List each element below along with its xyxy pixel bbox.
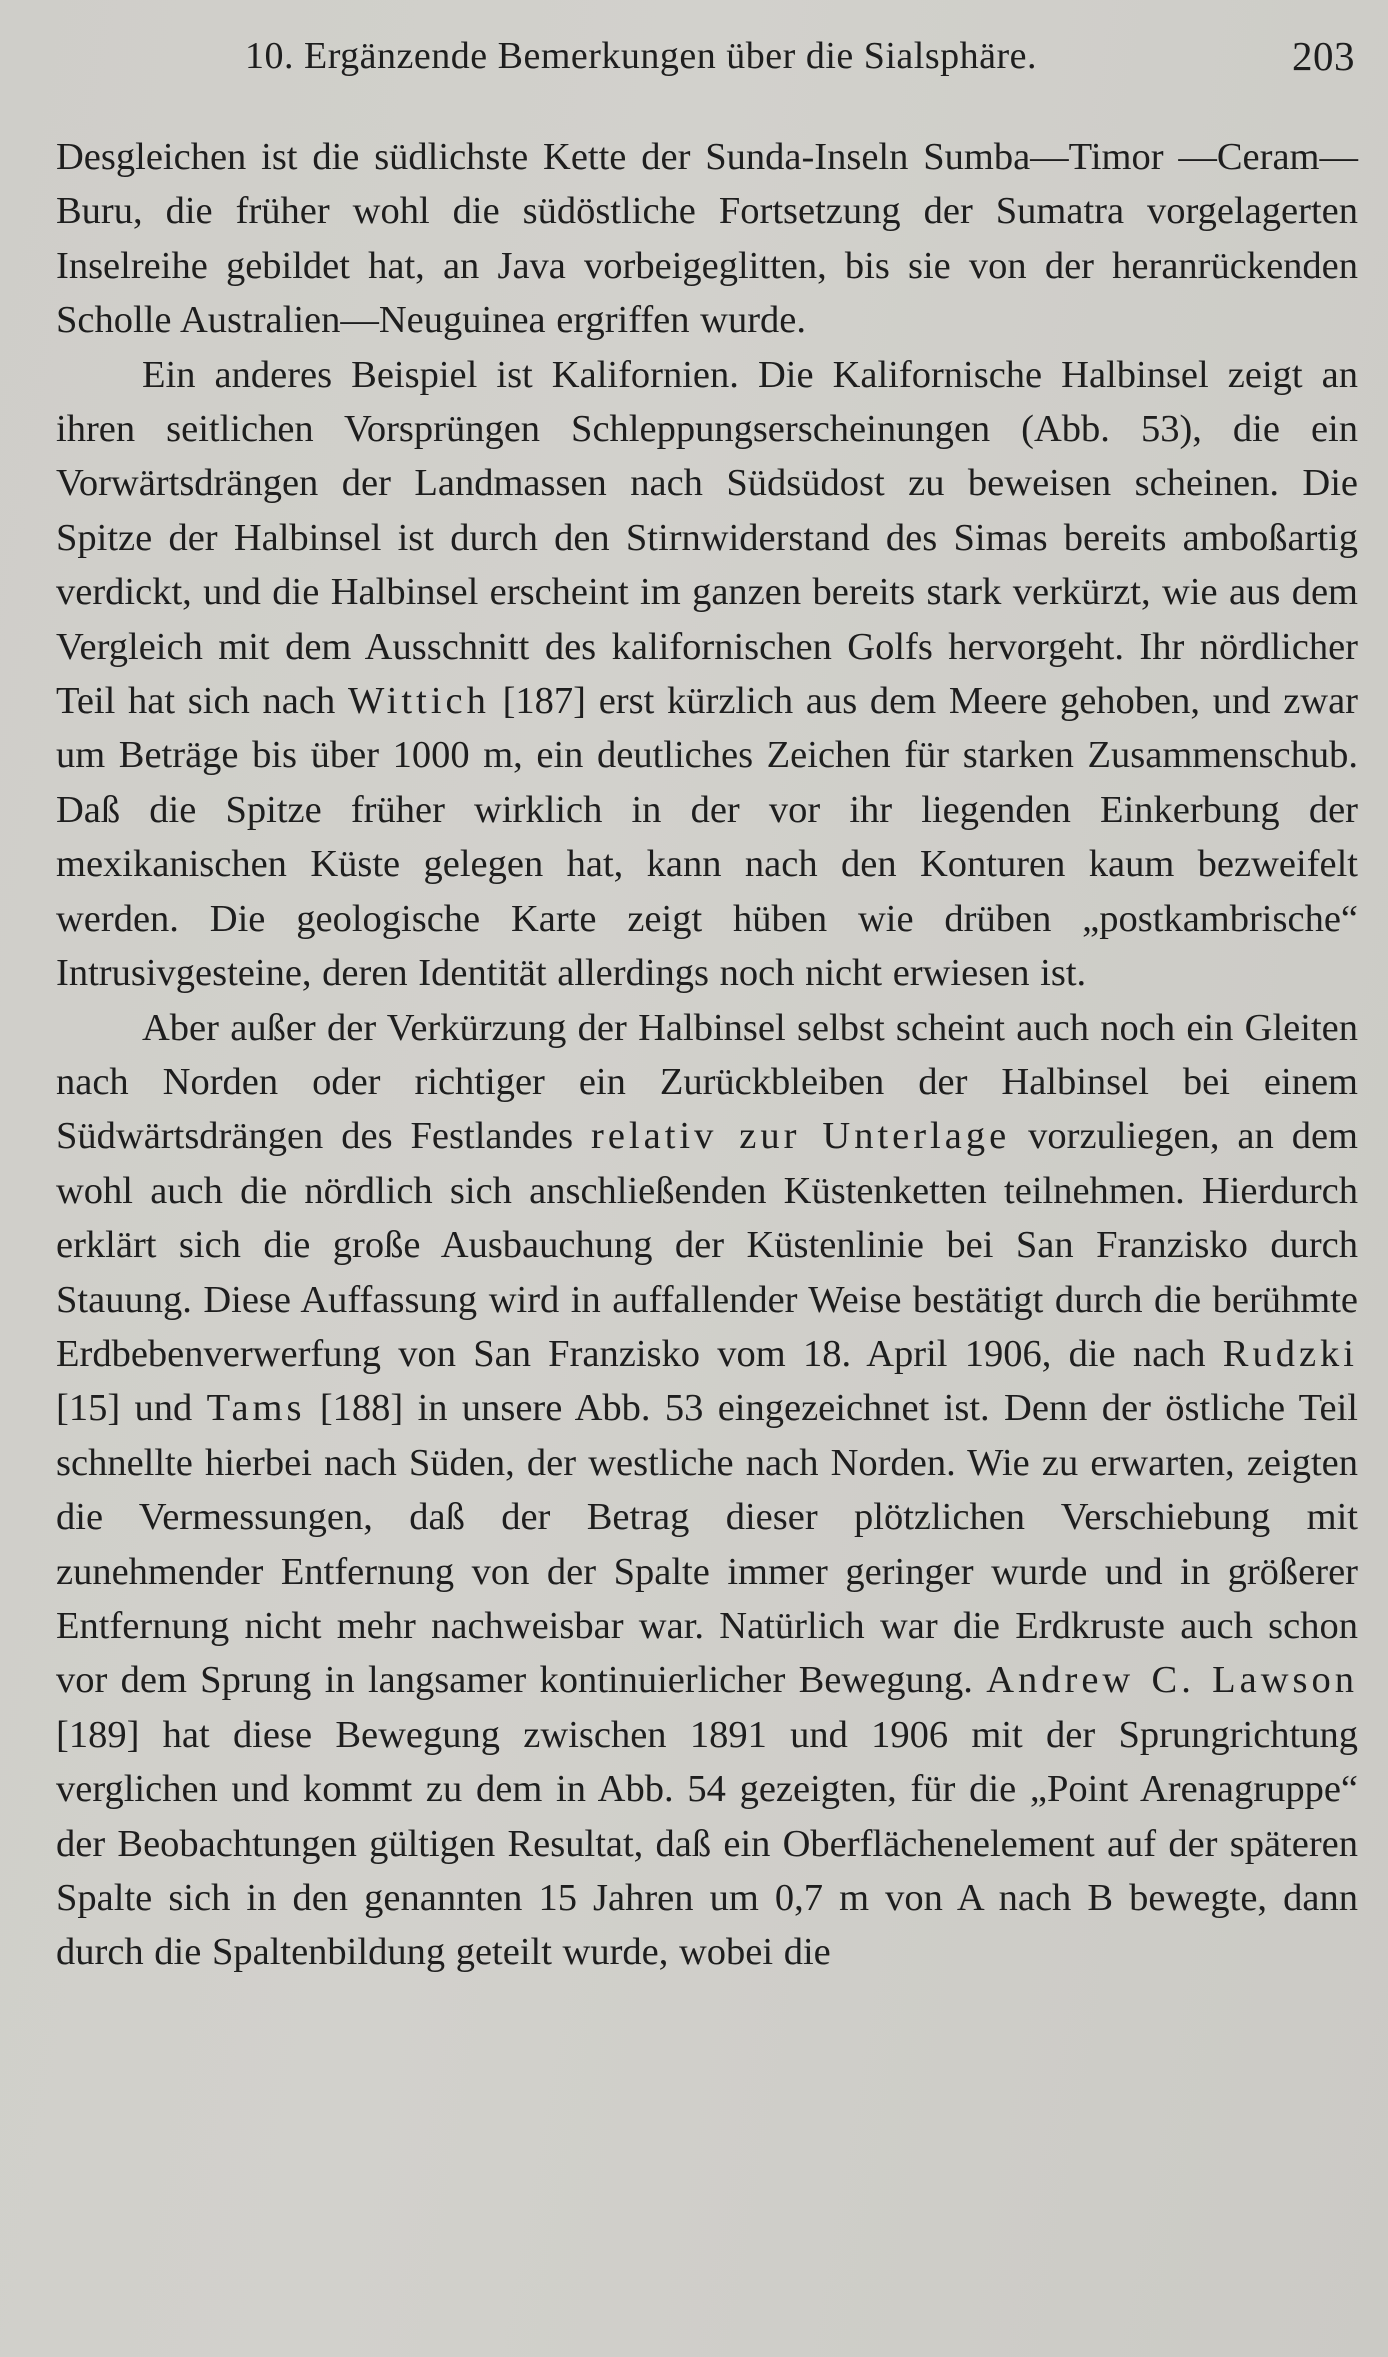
text-run: [187] erst kürzlich aus dem Meere gehoben, und zwar um Beträge bis über 1000 m, ein deutliches Zeichen für starken Zusammenschub. Daß die Spitze früher wirklich in der vor ihr liegenden Einkerbung der mexikanischen Küste gelegen hat, kann nach den Konturen kaum bezweifelt werden. Die geologische Karte zeigt hüben wie drüben „postkambrische“ Intrusivgesteine, deren Identität allerdings noch nicht erwiesen ist. [56, 680, 1358, 995]
running-head [245, 30, 1355, 82]
author-name: Wittich [347, 680, 490, 723]
text-run: vorzuliegen, an dem wohl auch die nördlich sich anschließenden Küstenketten teilnehmen. Hierdurch erklärt sich die große Ausbauchung der Küstenlinie bei San Franzisko durch Stauung. Diese Auffassung wird in auffallender Weise bestätigt durch die berühmte Erdbebenverwerfung von San Franzisko vom 18. April 1906, die nach [56, 1115, 1358, 1375]
running-title: 10. Ergänzende Bemerkungen über die Sialsphäre. [245, 35, 1038, 77]
text-run: [15] und [56, 1387, 207, 1430]
text-run: [189] hat diese Bewegung zwischen 1891 und 1906 mit der Sprungrichtung verglichen und kommt zu dem in Abb. 54 gezeigten, für die „Point Arenagruppe“ der Beobachtungen gültigen Resultat, daß ein Oberflächenelement auf der späteren Spalte sich in den genannten 15 Jahren um 0,7 m von A nach B bewegte, dann durch die Spaltenbildung geteilt wurde, wobei die [56, 1713, 1358, 1974]
text-run: [188] in unsere Abb. 53 eingezeichnet ist. Denn der östliche Teil schnellte hierbei nach Süden, der westliche nach Norden. Wie zu erwarten, zeigten die Vermessungen, daß der Betrag dieser plötzlichen Verschiebung mit zunehmender Entfernung von der Spalte immer geringer wurde und in größerer Entfernung nicht mehr nachweisbar war. Natürlich war die Erdkruste auch schon vor dem Sprung in langsamer kontinuierlicher Bewegung. [56, 1387, 1358, 1702]
text-run: Aber außer der Verkürzung der Halbinsel selbst scheint auch noch ein Gleiten nach Norden oder richtiger ein Zurückbleiben der Halbinsel bei einem Südwärtsdrängen des Festlandes [56, 1006, 1358, 1158]
body-text [56, 130, 1358, 1980]
paragraph [56, 348, 1358, 1001]
author-name: Tams [206, 1387, 306, 1430]
paragraph [56, 130, 1358, 348]
emphasis-text: relativ zur Unterlage [591, 1115, 1011, 1158]
author-name: Andrew C. Lawson [986, 1659, 1358, 1702]
page-number: 203 [1292, 33, 1355, 79]
text-run: Desgleichen ist die südlichste Kette der Sunda-Inseln Sumba—Timor —Ceram—Buru, die früher wohl die südöstliche Fortsetzung der Sumatra vorgelagerten Inselreihe gebildet hat, an Java vorbeigeglitten, bis sie von der heranrückenden Scholle Australien—Neuguinea ergriffen wurde. [56, 136, 1358, 342]
text-run: Ein anderes Beispiel ist Kalifornien. Die Kalifornische Halbinsel zeigt an ihren seitlichen Vorsprüngen Schleppungserscheinungen (Abb. 53), die ein Vorwärtsdrängen der Landmassen nach Südsüdost zu beweisen scheinen. Die Spitze der Halbinsel ist durch den Stirnwiderstand des Simas bereits amboßartig verdickt, und die Halbinsel erscheint im ganzen bereits stark verkürzt, wie aus dem Vergleich mit dem Ausschnitt des kalifornischen Golfs hervorgeht. Ihr nördlicher Teil hat sich nach [56, 353, 1358, 723]
paragraph [56, 1001, 1358, 1980]
author-name: Rudzki [1222, 1332, 1358, 1375]
